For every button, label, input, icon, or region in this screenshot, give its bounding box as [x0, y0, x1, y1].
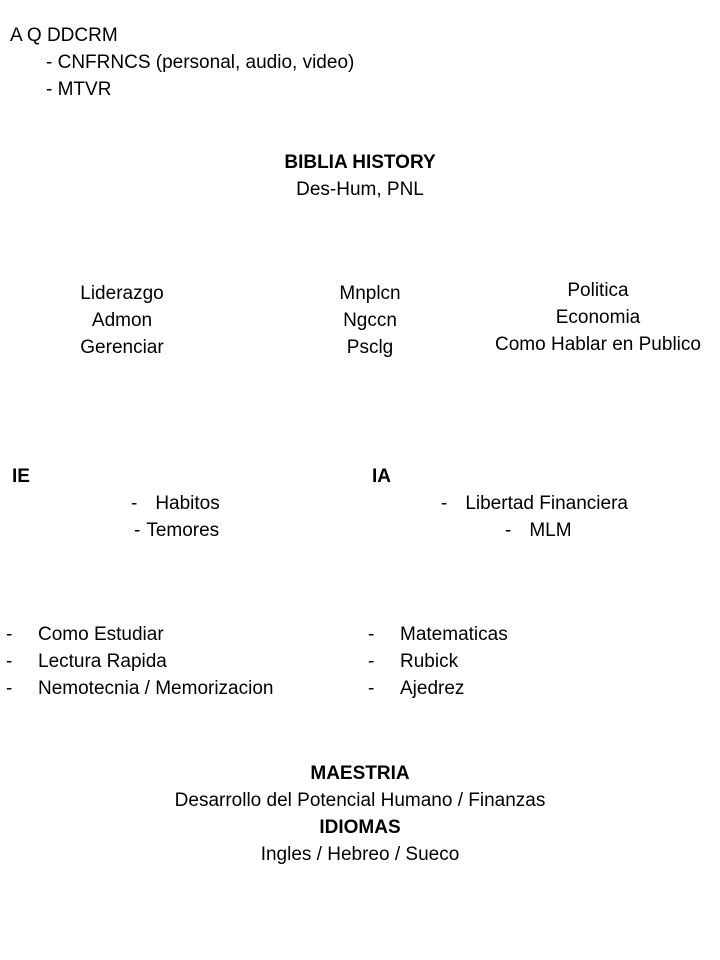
list-item: - Ajedrez	[368, 675, 508, 702]
top-list-item: - CNFRNCS (personal, audio, video)	[46, 52, 355, 73]
list-item: - Rubick	[368, 648, 508, 675]
list-item: - Nemotecnia / Memorizacion	[6, 675, 273, 702]
column-item: Politica	[567, 280, 629, 301]
ie-item: - Habitos	[131, 493, 220, 514]
list-item: - Lectura Rapida	[6, 648, 273, 675]
column-politics	[480, 277, 716, 358]
ia-title: IA	[372, 466, 391, 487]
column-item: Economia	[555, 307, 641, 328]
ie-item: - Temores	[134, 520, 220, 541]
biblia-section	[210, 149, 510, 203]
top-list	[10, 22, 354, 103]
column-negotiation	[290, 280, 450, 361]
biblia-subtitle: Des-Hum, PNL	[296, 179, 424, 200]
top-list-item: - MTVR	[46, 79, 112, 100]
idiomas-subtitle: Ingles / Hebreo / Sueco	[260, 844, 460, 865]
column-item: Gerenciar	[80, 337, 164, 358]
column-item: Como Hablar en Publico	[495, 334, 701, 355]
top-list-title: A Q DDCRM	[10, 25, 118, 46]
column-item: Admon	[91, 310, 153, 331]
idiomas-title: IDIOMAS	[319, 817, 401, 838]
column-item: Ngccn	[343, 310, 397, 331]
column-leadership	[40, 280, 204, 361]
ia-item: - Libertad Financiera	[441, 493, 628, 514]
maestria-section	[60, 760, 660, 868]
study-list	[6, 621, 273, 702]
column-item: Liderazgo	[80, 283, 164, 304]
biblia-title: BIBLIA HISTORY	[284, 152, 436, 173]
column-item: Mnplcn	[339, 283, 401, 304]
maestria-subtitle: Desarrollo del Potencial Humano / Finanzas	[174, 790, 546, 811]
skills-list	[368, 621, 508, 702]
ie-title: IE	[12, 466, 30, 487]
column-item: Psclg	[346, 337, 394, 358]
maestria-title: MAESTRIA	[310, 763, 410, 784]
list-item: - Matematicas	[368, 621, 508, 648]
ia-item: - MLM	[505, 520, 572, 541]
list-item: - Como Estudiar	[6, 621, 273, 648]
